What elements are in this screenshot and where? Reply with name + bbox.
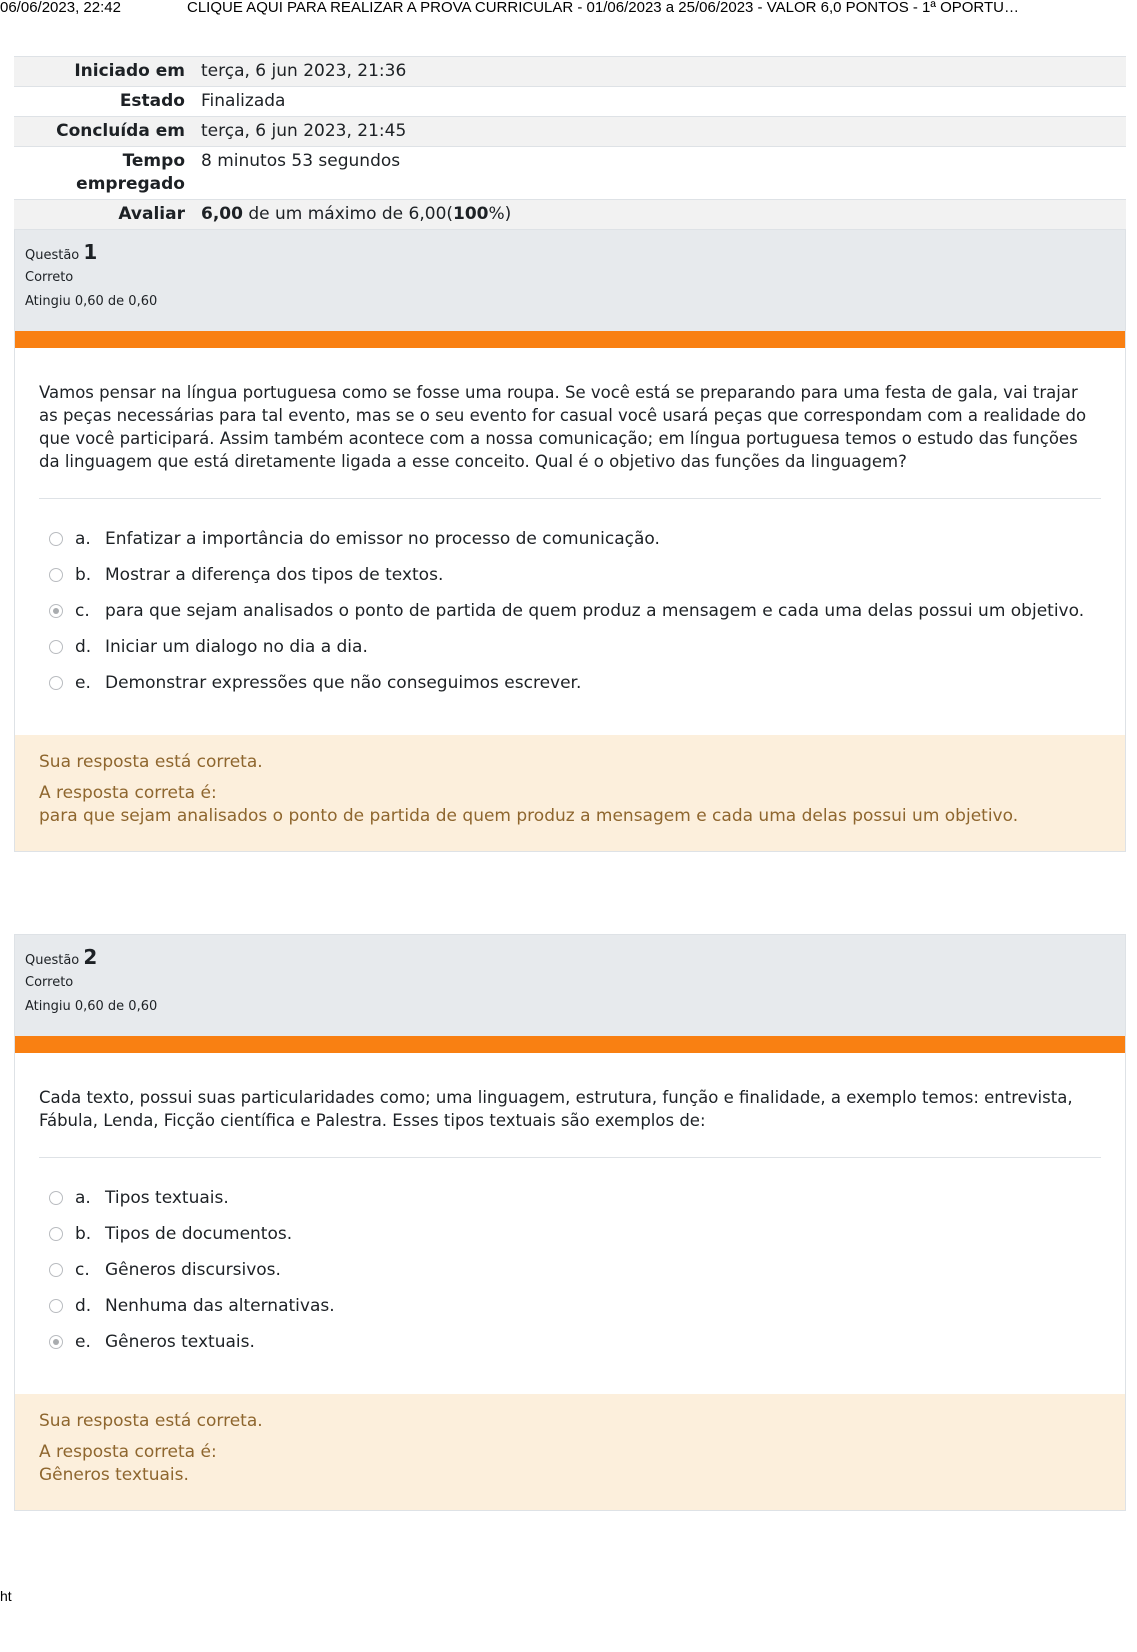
option-text: Gêneros discursivos.	[105, 1260, 281, 1280]
question-text: Cada texto, possui suas particularidades como; uma linguagem, estrutura, função e finalidade, a exemplo temos: entrevista, Fábula, Lenda, Ficção científica e Palestra. Esses tipos textuais são exemplos de:	[39, 1053, 1101, 1158]
question-text: Vamos pensar na língua portuguesa como se fosse uma roupa. Se você está se preparando para uma festa de gala, vai trajar as peças necessárias para tal evento, mas se o seu evento for casual você usará peças que correspondam com a realidade do que você participará. Assim também acontece com a nossa comunicação; em língua portuguesa temos o estudo das funções da linguagem que está diretamente ligada a esse conceito. Qual é o objetivo das funções da linguagem?	[39, 348, 1101, 499]
option-letter: c.	[75, 1260, 90, 1280]
time-value: 8 minutos 53 segundos	[193, 147, 1126, 200]
radio-button[interactable]	[49, 1227, 63, 1241]
question-number-value: 2	[83, 945, 98, 969]
question-accent-bar	[15, 1036, 1125, 1053]
question-accent-bar	[15, 331, 1125, 348]
grade-score: 6,00	[201, 204, 243, 224]
summary-row-time	[14, 147, 1126, 200]
radio-button[interactable]	[49, 1299, 63, 1313]
attempt-summary-table	[14, 56, 1126, 229]
question-grade: Atingiu 0,60 de 0,60	[25, 999, 158, 1014]
grade-percent: 100	[453, 204, 489, 224]
question-feedback	[15, 1394, 1125, 1510]
question-number	[25, 240, 1115, 264]
answer-options	[39, 1158, 1101, 1394]
summary-row-started	[14, 57, 1126, 87]
radio-button[interactable]	[49, 1263, 63, 1277]
option-text: Tipos textuais.	[105, 1188, 229, 1208]
radio-button[interactable]	[49, 1191, 63, 1205]
feedback-correct-message: Sua resposta está correta.	[39, 1411, 263, 1431]
answer-option-c[interactable]	[39, 1252, 1101, 1288]
summary-row-completed	[14, 117, 1126, 147]
option-text: Enfatizar a importância do emissor no processo de comunicação.	[105, 529, 660, 549]
radio-button[interactable]	[49, 640, 63, 654]
option-text: para que sejam analisados o ponto de partida de quem produz a mensagem e cada uma delas possui um objetivo.	[105, 601, 1085, 621]
question-state: Correto	[25, 270, 74, 285]
feedback-answer-label: A resposta correta é:	[39, 783, 217, 803]
time-label-line2: empregado	[76, 174, 185, 194]
state-label: Estado	[14, 87, 193, 117]
option-letter: e.	[75, 673, 91, 693]
radio-button[interactable]	[49, 568, 63, 582]
radio-button-selected[interactable]	[49, 604, 63, 618]
print-page-title: CLIQUE AQUI PARA REALIZAR A PROVA CURRICULAR - 01/06/2023 a 25/06/2023 - VALOR 6,0 PONTOS - 1ª OPORTU…	[187, 0, 1019, 16]
option-text: Iniciar um dialogo no dia a dia.	[105, 637, 368, 657]
option-letter: a.	[75, 529, 91, 549]
option-text: Demonstrar expressões que não conseguimos escrever.	[105, 673, 582, 693]
summary-row-grade	[14, 200, 1126, 230]
question-feedback	[15, 735, 1125, 851]
option-text: Gêneros textuais.	[105, 1332, 255, 1352]
answer-option-c[interactable]	[39, 593, 1101, 629]
question-state: Correto	[25, 975, 74, 990]
completed-value: terça, 6 jun 2023, 21:45	[193, 117, 1126, 147]
radio-button-selected[interactable]	[49, 1335, 63, 1349]
grade-max-text: de um máximo de 6,00(	[242, 204, 454, 224]
grade-label: Avaliar	[14, 200, 193, 230]
answer-option-d[interactable]	[39, 1288, 1101, 1324]
question-number-value: 1	[83, 240, 98, 264]
option-letter: d.	[75, 637, 92, 657]
answer-option-e[interactable]	[39, 665, 1101, 701]
question-content	[15, 1053, 1125, 1394]
option-letter: d.	[75, 1296, 92, 1316]
question-number	[25, 945, 1115, 969]
grade-value	[193, 200, 1126, 230]
question-1	[14, 229, 1126, 852]
option-text: Mostrar a diferença dos tipos de textos.	[105, 565, 444, 585]
question-label: Questão	[25, 953, 80, 968]
time-label-line1: Tempo	[122, 151, 185, 171]
option-text: Nenhuma das alternativas.	[105, 1296, 335, 1316]
option-letter: b.	[75, 565, 92, 585]
answer-option-b[interactable]	[39, 557, 1101, 593]
question-info	[15, 935, 1125, 1036]
summary-row-state	[14, 87, 1126, 117]
answer-option-d[interactable]	[39, 629, 1101, 665]
time-label	[14, 147, 193, 200]
answer-option-a[interactable]	[39, 1180, 1101, 1216]
answer-option-e[interactable]	[39, 1324, 1101, 1360]
option-letter: a.	[75, 1188, 91, 1208]
radio-button[interactable]	[49, 532, 63, 546]
question-2	[14, 934, 1126, 1511]
answer-options	[39, 499, 1101, 735]
print-footer-url: ht	[0, 1588, 12, 1604]
option-letter: b.	[75, 1224, 92, 1244]
print-date: 06/06/2023, 22:42	[0, 0, 121, 16]
radio-button[interactable]	[49, 676, 63, 690]
feedback-answer-label: A resposta correta é:	[39, 1442, 217, 1462]
grade-end-text: %)	[488, 204, 512, 224]
print-header	[0, 0, 1137, 18]
option-letter: c.	[75, 601, 90, 621]
option-text: Tipos de documentos.	[105, 1224, 293, 1244]
feedback-correct-answer: Gêneros textuais.	[39, 1465, 189, 1485]
feedback-correct-message: Sua resposta está correta.	[39, 752, 263, 772]
completed-label: Concluída em	[14, 117, 193, 147]
option-letter: e.	[75, 1332, 91, 1352]
started-label: Iniciado em	[14, 57, 193, 87]
question-content	[15, 348, 1125, 735]
started-value: terça, 6 jun 2023, 21:36	[193, 57, 1126, 87]
answer-option-b[interactable]	[39, 1216, 1101, 1252]
question-info	[15, 230, 1125, 331]
question-label: Questão	[25, 248, 80, 263]
question-grade: Atingiu 0,60 de 0,60	[25, 294, 158, 309]
answer-option-a[interactable]	[39, 521, 1101, 557]
state-value: Finalizada	[193, 87, 1126, 117]
feedback-correct-answer: para que sejam analisados o ponto de partida de quem produz a mensagem e cada uma delas possui um objetivo.	[39, 806, 1019, 826]
